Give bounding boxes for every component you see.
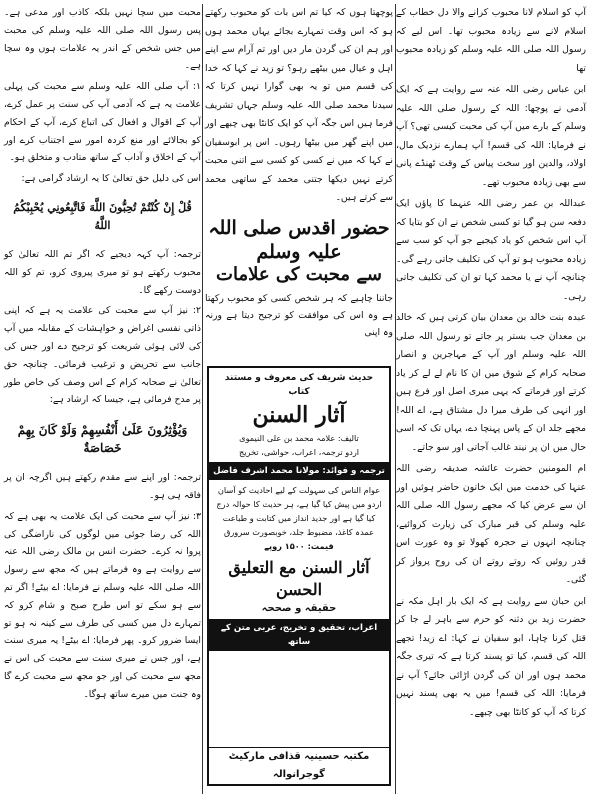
ad-language: اردو ترجمہ، اعراب، حواشی، تخریج xyxy=(238,447,360,457)
right-paragraph-5: ام المومنین حضرت عائشہ صدیقہ رضی اللہ عنہا کی خدمت میں ایک خاتون حاضر ہوئیں اور ان سے عرض کیا کہ مجھے رسول اللہ صلی اللہ علیہ وسلم کی قبر مبارک کی زیارت کروائیے، چنانچہ انہوں نے حجرہ کھولا تو وہ عورت اس قدر روئیں کہ روتے روتے ان کی روح پرواز کر گئی۔ xyxy=(396,463,586,585)
left-paragraph-2: ۱: آپ صلی اللہ علیہ وسلم سے محبت کی پہلی علامت یہ ہے کہ آدمی آپ کی سنت پر عمل کرے، آپ کے اقوال و افعال کی اتباع کرے، آپ کے احکام کو بجالائے اور منع کردہ امور سے اجتناب کرے اور آپ کے اخلاق و آداب کے ساتھ متادب و متخلق ہو۔ xyxy=(4,81,201,164)
heading-line-2: سے محبت کی علامات xyxy=(216,264,382,285)
left-paragraph-6: ترجمہ: اور اپنے سے مقدم رکھتے ہیں اگرچہ ان پر فاقہ ہی ہو۔ xyxy=(4,472,201,501)
right-paragraph-1: آپ کو اسلام لانا محبوب کرانے والا دل خطاب کے اسلام لانے سے زیادہ محبوب تھا۔ اس لیے کہ رسول اللہ صلی اللہ علیہ وسلم کو زیادہ محبوب تھا xyxy=(396,7,586,74)
left-paragraph-3: اس کی دلیل حق تعالیٰ کا یہ ارشاد گرامی ہے: xyxy=(21,173,201,185)
ad-top-text: حدیث شریف کی معروف و مستند کتاب xyxy=(224,373,374,397)
ad-translator: ترجمہ و فوائد: مولانا محمد اشرف فاضل xyxy=(209,462,389,480)
ad-footer: مکتبہ حسینیہ قذافی مارکیٹ گوجرانوالہ xyxy=(209,747,389,784)
right-paragraph-3: عبداللہ بن عمر رضی اللہ عنہما کا پاؤں ایک دفعہ سن ہو گیا تو کسی شخص نے ان کو بتایا کہ آپ اس شخص کو یاد کیجیے جو آپ کو سب سے زیادہ محبوب ہو تو آپ کی تکلیف جاتی رہے گی۔ چنانچہ آپ نے یا محمد کہا تو ان کی تکلیف جاتی رہی۔ xyxy=(396,198,586,302)
middle-column xyxy=(205,4,393,211)
middle-paragraph-1: پوچھتا ہوں کہ کیا تم اس بات کو محبوب رکھتے ہو کہ اس وقت تمہارے بجائے یہاں محمد ہوں اور ہم ان کی گردن مار دیں اور تم آرام سے اپنے اہل و عیال میں بیٹھے رہو؟ تو زید نے کہا کہ خدا کی قسم میں تو یہ بھی گوارا نہیں کرتا کہ سیدنا محمد صلی اللہ علیہ وسلم جہاں تشریف فرما ہیں اس جگہ آپ کو ایک کانٹا بھی چبھے اور میں اپنے گھر میں بیٹھا رہوں۔ اس پر ابوسفیان نے کہا کہ میں نے کسی کو کسی سے اتنی محبت کرتے نہیں دیکھا جتنی محمد کے ساتھی محمد سے کرتے ہیں۔ xyxy=(205,7,393,203)
ad-description: عوام الناس کی سہولت کے لیے احادیث کو آسان اردو میں پیش کیا گیا ہے، ہر حدیث کا حوالہ درج کیا گیا ہے اور جدید انداز میں کتابت و طباعت xyxy=(216,485,382,523)
column-divider-left xyxy=(202,4,203,794)
middle-intro-paragraph: جاننا چاہیے کہ ہر شخص کسی کو محبوب رکھتا ہے وہ اس کی موافقت کو ترجیح دیتا ہے ورنہ وہ اپنی xyxy=(205,293,393,338)
section-heading xyxy=(205,216,393,344)
heading-line-1: حضور اقدس صلی اللہ علیہ وسلم xyxy=(208,217,390,263)
left-paragraph-4: ترجمہ: آپ کہہ دیجیے کہ اگر تم اللہ تعالیٰ کو محبوب رکھتے ہو تو میری پیروی کرو، تم کو اللہ دوست رکھے گا۔ xyxy=(4,248,201,296)
ad-title-2: آثار السنن مع التعلیق الحسن xyxy=(228,558,370,599)
ad-features: عمدہ کاغذ، مضبوط جلد، خوبصورت سرورق xyxy=(223,527,374,537)
quran-verse-1: قُلْ إِنْ كُنْتُمْ تُحِبُّونَ اللَّهَ فَاتَّبِعُونِي يُحْبِبْكُمُ اللَّهُ xyxy=(13,200,192,232)
left-paragraph-5: ۲: نیز آپ سے محبت کی علامت یہ ہے کہ اپنی ذاتی نفسی اغراض و خواہشات کے مقابلہ میں آپ کی لائی ہوئی شریعت کو ترجیح دے اور جس کی جانب سے تحریض و ترغیب فرمائی۔ چنانچہ حق تعالیٰ نے صحابہ کرام کے اس وصف کی خاص طور پر مدح فرمائی ہے، جیسا کہ ارشاد ہے: xyxy=(4,305,201,406)
right-paragraph-6: ابن حبان سے روایت ہے کہ ایک بار اہل مکہ نے حضرت زید بن دثنہ کو حرم سے باہر لے جا کر قتل کرنا چاہا، ابو سفیان نے کہا: اے زید! تجھے اللہ کی قسم، کیا تو پسند کرتا ہے کہ تیری جگہ محمد ہوں اور ان کی گردن اڑائی جائے؟ آپ نے فرمایا: اللہ کی قسم! میں یہ بھی پسند نہیں کرتا کہ آپ کو کانٹا بھی چبھے۔ xyxy=(396,595,586,718)
right-paragraph-2: ابن عباس رضی اللہ عنہ سے روایت ہے کہ ایک آدمی نے پوچھا: اللہ کے رسول صلی اللہ علیہ وسلم کے بارے میں آپ کی محبت کیسی تھی؟ آپ نے فرمایا: اللہ کی قسم! آپ ہمارے نزدیک مال، اولاد، والدین اور سخت پیاس کے وقت ٹھنڈے پانی سے بھی زیادہ محبوب تھے۔ xyxy=(396,84,586,188)
ad-subtitle: حقیقہ و صححہ xyxy=(261,603,337,614)
ad-author: تالیف: علامہ محمد بن علی النیموی xyxy=(239,433,359,443)
right-paragraph-4: عبدہ بنت خالد بن معدان بیان کرتی ہیں کہ خالد بن معدان جب بستر پر جاتے تو رسول اللہ صلی اللہ علیہ وسلم اور آپ کے مہاجرین و انصار صحابہ کرام کے شوق میں ان کا نام لے لے کر یاد کرتے اور فرماتے کہ یہی میری اصل اور فرع ہیں اور انہی کی طرف میرا دل مشتاق ہے، اے اللہ! مجھے جلد ان کے پاس پہنچا دے، یہاں تک کہ اسی حال میں ان پر نیند غالب آجاتی اور سو جاتے۔ xyxy=(396,312,586,453)
right-column xyxy=(396,4,586,725)
ad-title: آثار السنن xyxy=(252,402,346,428)
left-column xyxy=(4,4,201,707)
ad-details: اعراب، تحقیق و تخریج، عربی متن کے ساتھ xyxy=(209,619,389,651)
left-paragraph-7: ۳: نیز آپ سے محبت کی ایک علامت یہ بھی ہے کہ اللہ کی رضا جوئی میں لوگوں کی ناراضگی کی پروا نہ کرے۔ حضرت انس بن مالک رضی اللہ عنہ سے روایت ہے وہ فرماتے ہیں کہ مجھ سے رسول اللہ صلی اللہ علیہ وسلم نے فرمایا: اے بیٹے! اگر تم سے ہو سکے تو اس طرح صبح و شام کرو کہ تمہارے دل میں کسی کی طرف سے کینہ نہ ہو تو ایسا ضرور کرو۔ پھر فرمایا: اے بیٹے! یہ میری سنت ہے، اور جس نے میری سنت سے محبت کی اس نے مجھ سے محبت کی اور جو مجھ سے محبت کرے گا وہ جنت میں میرے ساتھ ہوگا۔ xyxy=(4,510,201,700)
quran-verse-2: وَيُؤْثِرُونَ عَلَىٰ أَنْفُسِهِمْ وَلَوْ كَانَ بِهِمْ خَصَاصَةٌ xyxy=(17,423,188,456)
left-paragraph-1: محبت میں سچا نہیں بلکہ کاذب اور مدعی ہے۔ پس رسول اللہ صلی اللہ علیہ وسلم کی محبت میں جس شخص کے اندر یہ علامات ہوں وہ سچا ہے۔ xyxy=(4,7,201,72)
book-advertisement xyxy=(207,366,391,786)
ad-price: قیمت: ۱۵۰۰ روپے xyxy=(264,541,334,551)
